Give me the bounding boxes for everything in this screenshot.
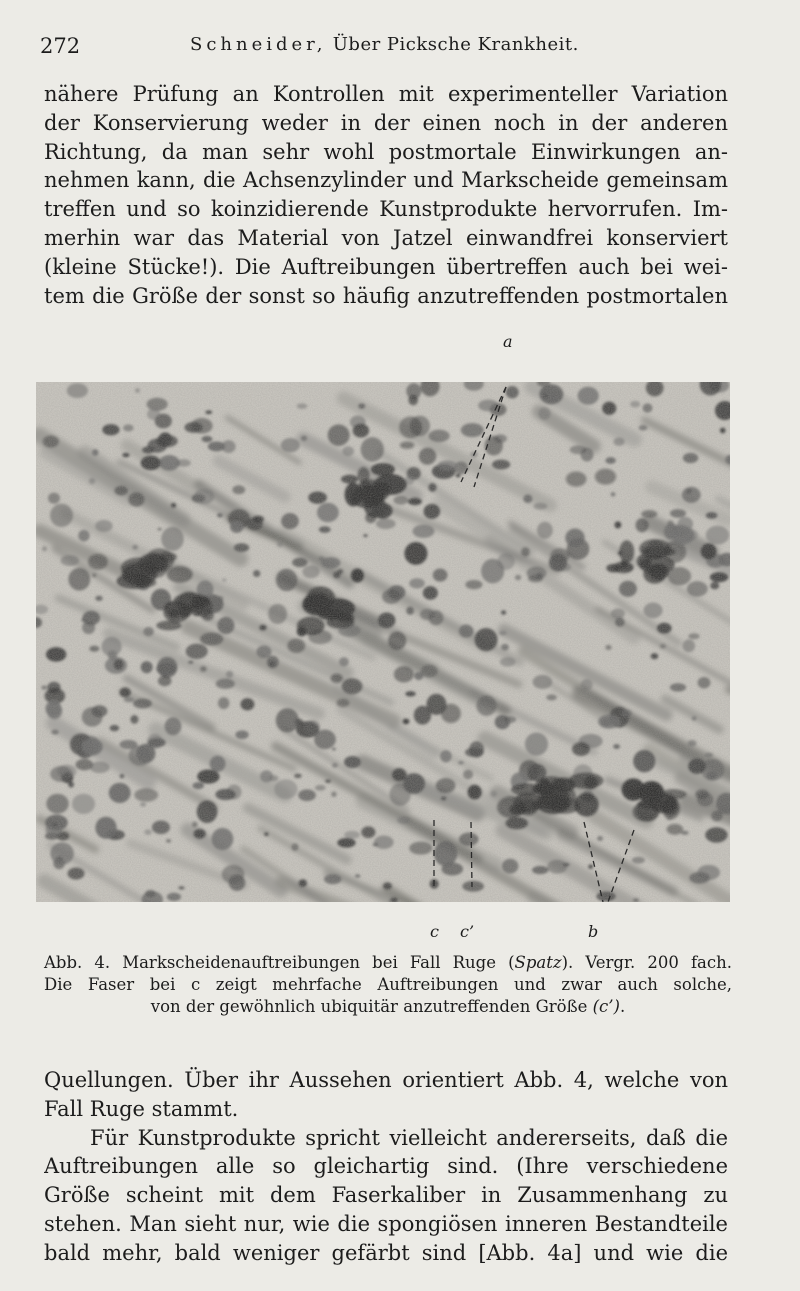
text-line: Richtung, da man sehr wohl postmortale Einwirkungen an- bbox=[44, 139, 728, 164]
caption-text: von der gewöhnlich ubiquitär anzutreffenden Größe bbox=[150, 997, 593, 1016]
caption-line-3 bbox=[44, 996, 732, 1018]
caption-text: . bbox=[619, 997, 626, 1016]
caption-text: ). Vergr. 200 fach. bbox=[561, 953, 733, 972]
text-line: Für Kunstprodukte spricht vielleicht andererseits, daß die bbox=[90, 1125, 728, 1150]
text-line: merhin war das Material von Jatzel einwandfrei konserviert bbox=[44, 225, 728, 250]
figure-label-a: a bbox=[503, 332, 513, 351]
text-line: nehmen kann, die Achsenzylinder und Markscheide gemeinsam bbox=[44, 168, 728, 193]
running-head-title: Über Picksche Krankheit. bbox=[332, 34, 579, 55]
caption-line-2: Die Faser bei c zeigt mehrfache Auftreibungen und zwar auch solche, bbox=[44, 975, 732, 994]
caption-italic: Spatz bbox=[514, 953, 562, 972]
micrograph-image bbox=[36, 382, 730, 902]
figure-label-c-prime: c’ bbox=[460, 922, 475, 941]
caption-line-1 bbox=[44, 952, 732, 974]
text-line: Auftreibungen alle so gleichartig sind. (Ihre verschiedene bbox=[44, 1154, 728, 1179]
text-line: nähere Prüfung an Kontrollen mit experimenteller Variation bbox=[44, 82, 728, 106]
running-head-author: Schneider, bbox=[190, 34, 327, 55]
figure-caption bbox=[44, 952, 732, 1018]
body-text-bottom bbox=[44, 1066, 728, 1268]
running-head bbox=[40, 34, 760, 60]
text-line: stehen. Man sieht nur, wie die spongiösen inneren Bestandteile bbox=[44, 1211, 728, 1236]
text-line: bald mehr, bald weniger gefärbt sind [Abb. 4a] und wie die bbox=[44, 1240, 728, 1265]
text-line: tem die Größe der sonst so häufig anzutreffenden postmortalen bbox=[44, 283, 728, 308]
body-text-top bbox=[44, 80, 728, 310]
caption-text: Abb. 4. Markscheidenauftreibungen bei Fall Ruge ( bbox=[44, 953, 515, 972]
text-line: (kleine Stücke!). Die Auftreibungen übertreffen auch bei wei- bbox=[44, 254, 728, 279]
figure-label-c: c bbox=[430, 922, 439, 941]
text-line: der Konservierung weder in der einen noch in der anderen bbox=[44, 110, 728, 135]
figure-bottom-labels bbox=[0, 922, 800, 946]
figure-label-b: b bbox=[588, 922, 599, 941]
running-title bbox=[190, 34, 579, 55]
page-number: 272 bbox=[40, 34, 81, 58]
caption-italic: (c’) bbox=[592, 997, 620, 1016]
text-line: Fall Ruge stammt. bbox=[44, 1096, 239, 1121]
micrograph-figure bbox=[36, 382, 730, 902]
text-line: treffen und so koinzidierende Kunstprodukte hervorrufen. Im- bbox=[44, 197, 728, 222]
text-line: Quellungen. Über ihr Aussehen orientiert Abb. 4, welche von bbox=[44, 1068, 728, 1092]
text-line: Größe scheint mit dem Faserkaliber in Zusammenhang zu bbox=[44, 1183, 728, 1208]
